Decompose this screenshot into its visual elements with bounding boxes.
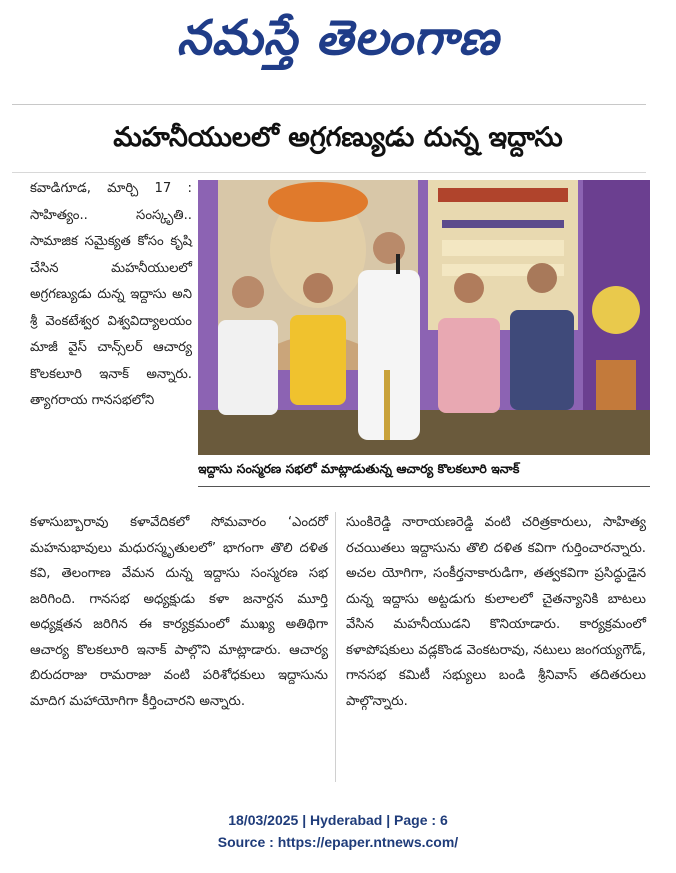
- article-column-3: సుంకిరెడ్డి నారాయణరెడ్డి వంటి చరిత్రకారులు, సాహిత్య రచయితలు ఇద్దాసును తొలి దళిత కవిగా గుర్తించారన్నారు. అచల యోగిగా, సంకీర్తనాకారుడిగా, తత్వకవిగా ప్రసిద్ధుడైన దున్న ఇద్దాసు అట్టడుగు కులాలలో చైతన్యానికి బాటలు వేసిన మహనీయుడని కొనియాడారు. కార్యక్రమంలో కళాపోషకులు వడ్లకొండ వెంకటరావు, నటులు జంగయ్యగౌడ్, గానసభ కమిటీ సభ్యులు బండి శ్రీనివాస్ తదితరులు పాల్గొన్నారు.: [346, 515, 646, 709]
- headline-divider: [12, 172, 646, 173]
- caption-divider: [198, 486, 650, 487]
- article-intro-column: కవాడిగూడ, మార్చి 17 : సాహిత్యం.. సంస్కృతి.. సామాజిక సమైక్యత కోసం కృషి చేసిన మహనీయులలో అగ్రగణ్యుడు దున్న ఇద్దాసు అని శ్రీ వెంకటేశ్వర విశ్వవిద్యాలయం మాజీ వైస్ చాన్స్‌లర్ ఆచార్య కొలకలూరి ఇనాక్ అన్నారు. త్యాగరాయ గానసభలోని: [30, 181, 192, 408]
- column-divider: [335, 512, 336, 782]
- event-photo: [198, 180, 650, 455]
- newspaper-masthead: [0, 0, 676, 88]
- photo-caption: ఇద్దాసు సంస్మరణ సభలో మాట్లాడుతున్న ఆచార్య కొలకలూరి ఇనాక్: [198, 461, 520, 476]
- event-photo-illustration: [198, 180, 650, 455]
- article-column-2: కళాసుబ్బారావు కళావేదికలో సోమవారం ‘ఎందరో మహనుభావులు మధురస్మృతులలో’ భాగంగా తొలి దళిత కవి, తెలంగాణ వేమన దున్న ఇద్దాసు సంస్మరణ సభ జరిగింది. గానసభ అధ్యక్షుడు కళా జనార్దన మూర్తి అధ్యక్షతన జరిగిన ఈ కార్యక్రమంలో ముఖ్య అతిథిగా ఆచార్య కొలకలూరి ఇనాక్ పాల్గొని మాట్లాడారు. ఆచార్య బిరుదరాజు రామరాజు వంటి పరిశోధకులు ఇద్దాసును మాదిగ మహాయోగిగా కీర్తించారని అన్నారు.: [30, 515, 328, 709]
- footer-date-line: 18/03/2025 | Hyderabad | Page : 6: [228, 812, 448, 828]
- footer-source-line: Source : https://epaper.ntnews.com/: [217, 834, 459, 850]
- masthead-divider: [12, 104, 646, 105]
- article-headline: మహనీయులలో అగ్రగణ్యుడు దున్న ఇద్దాసు: [113, 122, 563, 153]
- masthead-title: నమస్తే తెలంగాణ: [176, 10, 500, 66]
